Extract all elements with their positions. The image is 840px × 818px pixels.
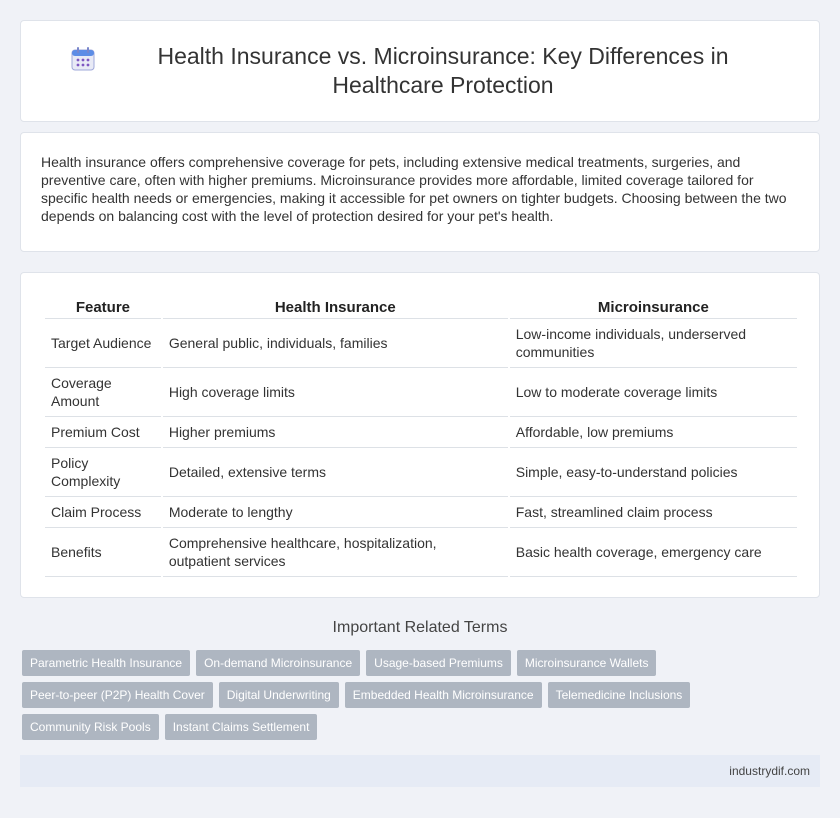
intro-paragraph: Health insurance offers comprehensive coverage for pets, including extensive medical treatments, surgeries, and preventive care, often with higher premiums. Microinsurance provides more affordable, limited coverage tailored for specific health needs or emergencies, making it accessible for pet owners on tighter budgets. Choosing between the two depends on balancing cost with the level of protection desired for your pet's health. [41, 154, 787, 224]
tag-community-risk-pools[interactable]: Community Risk Pools [22, 714, 159, 740]
tag-row [22, 714, 802, 740]
table-row [45, 368, 797, 417]
health-insurance-cell: General public, individuals, families [163, 319, 508, 368]
calendar-icon [70, 46, 96, 72]
table-row [45, 417, 797, 448]
footer-site-link[interactable]: industrydif.com [729, 764, 810, 778]
health-insurance-cell: Detailed, extensive terms [163, 448, 508, 497]
health-insurance-cell: Comprehensive healthcare, hospitalization, outpatient services [163, 528, 508, 577]
tag-telemedicine-inclusions[interactable]: Telemedicine Inclusions [548, 682, 691, 708]
feature-cell: Premium Cost [45, 417, 161, 448]
comparison-table [43, 295, 799, 577]
health-insurance-cell: Higher premiums [163, 417, 508, 448]
header-feature: Feature [45, 295, 161, 319]
table-row [45, 528, 797, 577]
feature-cell: Policy Complexity [45, 448, 161, 497]
table-row [45, 448, 797, 497]
title-card [20, 20, 820, 122]
footer [20, 755, 820, 787]
microinsurance-cell: Affordable, low premiums [510, 417, 797, 448]
intro-card [20, 132, 820, 252]
tag-row [22, 650, 802, 676]
tag-usage-based-premiums[interactable]: Usage-based Premiums [366, 650, 511, 676]
microinsurance-cell: Simple, easy-to-understand policies [510, 448, 797, 497]
health-insurance-cell: Moderate to lengthy [163, 497, 508, 528]
page-title: Health Insurance vs. Microinsurance: Key Differences in Healthcare Protection [157, 43, 729, 98]
feature-cell: Benefits [45, 528, 161, 577]
related-terms-title: Important Related Terms [332, 619, 508, 636]
tag-microinsurance-wallets[interactable]: Microinsurance Wallets [517, 650, 657, 676]
related-terms-list [22, 650, 802, 746]
tag-parametric-health-insurance[interactable]: Parametric Health Insurance [22, 650, 190, 676]
tag-instant-claims-settlement[interactable]: Instant Claims Settlement [165, 714, 318, 740]
feature-cell: Target Audience [45, 319, 161, 368]
tag-on-demand-microinsurance[interactable]: On-demand Microinsurance [196, 650, 360, 676]
microinsurance-cell: Fast, streamlined claim process [510, 497, 797, 528]
tag-row [22, 682, 802, 708]
microinsurance-cell: Low to moderate coverage limits [510, 368, 797, 417]
header-microinsurance: Microinsurance [510, 295, 797, 319]
tag-digital-underwriting[interactable]: Digital Underwriting [219, 682, 339, 708]
table-header-row [45, 295, 797, 319]
tag-p2p-health-cover[interactable]: Peer-to-peer (P2P) Health Cover [22, 682, 213, 708]
title-wrap [70, 42, 770, 100]
microinsurance-cell: Basic health coverage, emergency care [510, 528, 797, 577]
header-health-insurance: Health Insurance [163, 295, 508, 319]
table-row [45, 497, 797, 528]
microinsurance-cell: Low-income individuals, underserved communities [510, 319, 797, 368]
health-insurance-cell: High coverage limits [163, 368, 508, 417]
table-row [45, 319, 797, 368]
tag-embedded-health-microinsurance[interactable]: Embedded Health Microinsurance [345, 682, 542, 708]
feature-cell: Claim Process [45, 497, 161, 528]
feature-cell: Coverage Amount [45, 368, 161, 417]
comparison-card [20, 272, 820, 598]
